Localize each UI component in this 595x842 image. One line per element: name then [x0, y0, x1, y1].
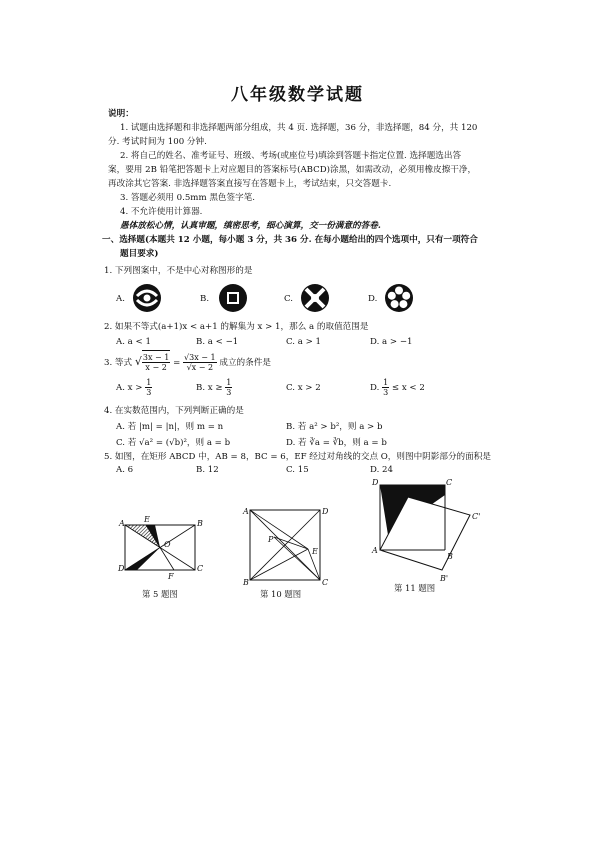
q3-option-d: [370, 377, 425, 399]
q3-sqrt-sign: √: [134, 355, 142, 368]
q3-option-a-text: A. x >: [116, 383, 143, 393]
note-line-1b: 分. 考试时间为 100 分钟.: [108, 137, 207, 147]
q3-suffix: 成立的条件是: [219, 358, 271, 368]
q3-option-b-text: B. x ≥: [196, 383, 223, 393]
figure-5-diagram: [115, 515, 205, 580]
q3-option-b-den: 3: [226, 388, 232, 397]
q4-option-b: B. 若 a² > b²，则 a > b: [286, 422, 383, 432]
q4-stem: 4. 在实数范围内，下列判断正确的是: [104, 406, 244, 416]
fig11-label-a: A: [372, 546, 378, 555]
note-line-1a: 1. 试题由选择题和非选择题两部分组成，共 4 页. 选择题，36 分，非选择题，84 分，共 120: [120, 123, 478, 133]
fig5-label-a: A: [119, 519, 125, 528]
q3-stem: [104, 350, 271, 374]
q1-symbol-b-icon: [218, 283, 248, 313]
q2-option-d: D. a > −1: [370, 337, 413, 347]
fig10-label-p: P: [268, 535, 274, 544]
q3-option-b-num: 1: [226, 378, 232, 387]
note-line-2c: 再改涂其它答案. 非选择题答案直接写在答题卡上，考试结束，只交答题卡.: [108, 179, 392, 189]
q1-label-b: B.: [200, 294, 210, 304]
q5-option-d: D. 24: [370, 465, 393, 475]
q5-option-c: C. 15: [286, 465, 309, 475]
q1-symbol-a-icon: [132, 283, 162, 313]
q4-option-a: A. 若 |m| = |n|，则 m = n: [116, 422, 224, 432]
fig11-label-d: D: [372, 478, 379, 487]
q1-stem: 1. 下列图案中，不是中心对称图形的是: [104, 266, 253, 276]
note-line-2b: 案，要用 2B 铅笔把答题卡上对应题目的答案标号(ABCD)涂黑，如需改动，必须用橡皮擦干净，: [108, 165, 477, 175]
section-heading-2: 题目要求): [120, 249, 159, 259]
figure-10-caption: 第 10 题图: [260, 589, 302, 599]
fig11-label-c: C: [446, 478, 453, 487]
notes-motto: 愚体放松心情，认真审题，缜密思考，细心演算，交一份满意的答卷.: [120, 221, 381, 231]
fig5-label-c: C: [197, 564, 204, 573]
figure-11-caption: 第 11 题图: [394, 583, 436, 593]
fig10-label-a: A: [243, 507, 249, 516]
q3-option-d-text: D.: [370, 383, 380, 393]
figure-10-diagram: [240, 505, 330, 585]
q4-option-c: C. 若 √a² = (√b)²，则 a = b: [116, 438, 231, 448]
q1-symbol-c-icon: [300, 283, 330, 313]
q2-stem: 2. 如果不等式(a+1)x < a+1 的解集为 x > 1，那么 a 的取值范围是: [104, 322, 369, 332]
fig11-label-b: B: [447, 552, 453, 561]
q1-symbol-d-icon: [384, 283, 414, 313]
q2-option-b: B. a < −1: [196, 337, 239, 347]
q3-rhs-denominator: √x − 2: [186, 363, 214, 372]
q5-stem: 5. 如图，在矩形 ABCD 中，AB = 8，BC = 6，EF 经过对角线的交点 O，则图中阴影部分的面积是: [104, 452, 491, 462]
fig5-label-d: D: [118, 564, 125, 573]
q5-option-a: A. 6: [116, 465, 134, 475]
figure-5-caption: 第 5 题图: [142, 589, 178, 599]
note-line-4: 4. 不允许使用计算器.: [120, 207, 203, 217]
q3-option-a-den: 3: [146, 388, 152, 397]
q5-option-b: B. 12: [196, 465, 219, 475]
notes-heading: 说明：: [108, 109, 134, 119]
note-line-3: 3. 答题必须用 0.5mm 黑色签字笔.: [120, 193, 256, 203]
q2-option-a: A. a < 1: [116, 337, 151, 347]
q3-option-d-den: 3: [383, 388, 389, 397]
q3-lhs-denominator: x − 2: [145, 363, 167, 372]
q3-option-d-post: ≤ x < 2: [391, 383, 425, 393]
note-line-2a: 2. 将自己的姓名、准考证号、班级、考场(或座位号)填涂到答题卡指定位置. 选择题选出答: [120, 151, 462, 161]
q1-label-a: A.: [116, 294, 125, 304]
q3-option-d-num: 1: [383, 378, 389, 387]
q4-option-d: D. 若 ∛a = ∛b，则 a = b: [286, 438, 387, 448]
fig10-label-d: D: [322, 507, 329, 516]
q3-prefix: 3. 等式: [104, 358, 133, 368]
fig5-label-o: O: [164, 540, 171, 549]
q3-rhs-numerator: √3x − 1: [184, 353, 216, 362]
fig11-label-c-prime: C': [472, 512, 481, 521]
q3-option-a: [116, 377, 152, 399]
fig10-label-c: C: [322, 578, 329, 587]
q3-lhs-radicand: [142, 350, 170, 375]
q3-option-a-num: 1: [146, 378, 152, 387]
q3-option-c: C. x > 2: [286, 383, 321, 393]
q1-label-d: D.: [368, 294, 378, 304]
fig5-label-b: B: [197, 519, 203, 528]
section-heading-1: 一、选择题(本题共 12 小题，每小题 3 分，共 36 分. 在每小题给出的四个选项中，只有一项符合: [102, 235, 478, 245]
figure-11-diagram: [370, 475, 490, 585]
q1-label-c: C.: [284, 294, 294, 304]
fig5-label-e: E: [144, 515, 150, 524]
q3-lhs-numerator: 3x − 1: [142, 353, 170, 362]
fig5-label-f: F: [168, 572, 174, 581]
q2-option-c: C. a > 1: [286, 337, 321, 347]
fig10-label-e: E: [312, 547, 318, 556]
q3-option-b: [196, 377, 232, 399]
fig10-label-b: B: [243, 578, 249, 587]
q3-equals: =: [173, 358, 181, 368]
fig11-label-b-prime: B': [440, 574, 449, 583]
page-title: 八年级数学试题: [231, 85, 364, 105]
